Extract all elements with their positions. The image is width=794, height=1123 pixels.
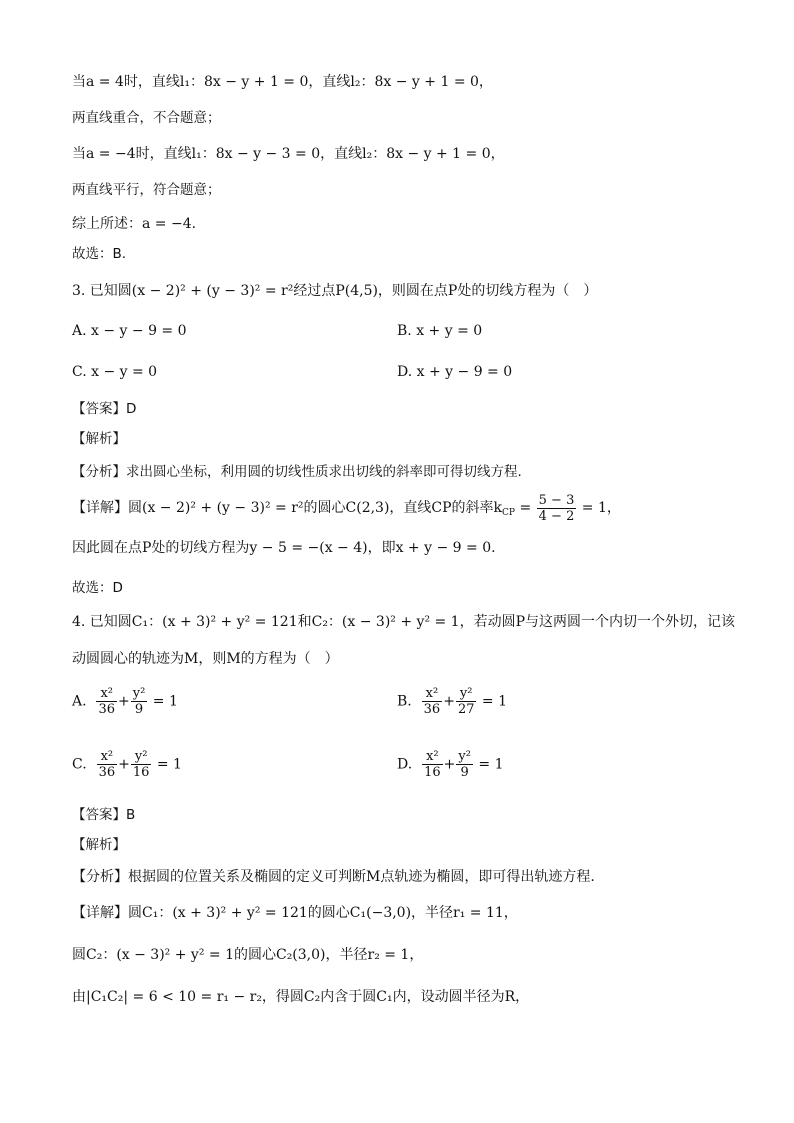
detail-text: 【详解】圆(x − 2)² + (y − 3)² = r²的圆心C(2,3)，直线CP的斜率k bbox=[72, 500, 503, 516]
question-3-option-b: B. x + y = 0 bbox=[397, 323, 483, 339]
fraction-denominator: 36 bbox=[98, 765, 116, 780]
equals-one: = 1 bbox=[477, 693, 508, 710]
text-line: 故选：B. bbox=[72, 246, 127, 262]
option-label: B. bbox=[397, 693, 412, 710]
fraction-numerator: y² bbox=[456, 686, 477, 702]
fraction bbox=[422, 749, 443, 780]
fraction-numerator: y² bbox=[458, 749, 471, 764]
question-4-option-a bbox=[72, 686, 178, 717]
fraction-denominator: 16 bbox=[132, 765, 150, 780]
detail-line: 由|C₁C₂| = 6 < 10 = r₁ − r₂，得圆C₂内含于圆C₁内，设动圆半径为R， bbox=[72, 989, 530, 1005]
question-4-cont: 动圆圆心的轨迹为M，则M的方程为（ ） bbox=[72, 651, 339, 667]
question-3-option-c: C. x − y = 0 bbox=[72, 364, 158, 380]
fraction-denominator: 27 bbox=[457, 702, 475, 717]
plus-sign: + bbox=[118, 756, 130, 773]
fraction-numerator: 5 − 3 bbox=[538, 492, 575, 508]
fraction-numerator: x² bbox=[97, 749, 118, 765]
fraction-denominator: 9 bbox=[460, 765, 469, 780]
text-line: 两直线平行，符合题意； bbox=[72, 182, 221, 198]
fraction-numerator: x² bbox=[422, 749, 443, 765]
answer-label: 【答案】B bbox=[72, 807, 136, 823]
choose-line: 故选：D bbox=[72, 580, 123, 596]
option-label: D. bbox=[397, 756, 413, 773]
text-line: 综上所述：a = −4. bbox=[72, 216, 197, 232]
answer-label: 【答案】D bbox=[72, 401, 137, 417]
slope-fraction bbox=[537, 493, 577, 524]
equals-one: = 1 bbox=[152, 756, 182, 773]
fraction bbox=[96, 686, 117, 717]
equals-one: = 1 bbox=[148, 693, 178, 710]
equals-one: = 1 bbox=[473, 756, 504, 773]
fraction-denominator: 9 bbox=[134, 702, 144, 717]
option-label: A. bbox=[72, 693, 87, 710]
analysis-label: 【解析】 bbox=[72, 431, 126, 447]
fraction bbox=[97, 749, 118, 780]
question-4: 4. 已知圆C₁：(x + 3)² + y² = 121和C₂：(x − 3)² + y² = 1，若动圆P与这两圆一个内切一个外切，记该 bbox=[72, 614, 736, 630]
plus-sign: + bbox=[443, 693, 455, 710]
fraction-numerator: y² bbox=[131, 749, 152, 765]
analysis-text: 【分析】求出圆心坐标，利用圆的切线性质求出切线的斜率即可得切线方程. bbox=[72, 464, 522, 480]
equals-sign: = bbox=[515, 500, 536, 516]
text-line: 当a = −4时，直线l₁：8x − y − 3 = 0，直线l₂：8x − y + 1 = 0， bbox=[72, 146, 505, 162]
plus-sign: + bbox=[118, 693, 130, 710]
fraction-denominator: 36 bbox=[98, 702, 116, 717]
fraction-numerator: x² bbox=[96, 686, 117, 702]
question-3-option-d: D. x + y − 9 = 0 bbox=[397, 364, 513, 380]
fraction-denominator: 4 − 2 bbox=[538, 508, 575, 524]
fraction bbox=[456, 749, 473, 780]
fraction-denominator: 16 bbox=[424, 765, 441, 780]
detail-line: 【详解】圆C₁：(x + 3)² + y² = 121的圆心C₁(−3,0)，半径r₁ = 11， bbox=[72, 905, 518, 921]
fraction bbox=[131, 686, 148, 717]
detail-line bbox=[72, 492, 621, 524]
analysis-label: 【解析】 bbox=[72, 837, 126, 853]
question-4-option-c bbox=[72, 749, 182, 780]
question-4-option-d bbox=[397, 749, 503, 780]
plus-sign: + bbox=[443, 756, 456, 773]
fraction-numerator: x² bbox=[422, 686, 443, 702]
fraction-denominator: 36 bbox=[423, 702, 441, 717]
text-line: 当a = 4时，直线l₁：8x − y + 1 = 0，直线l₂：8x − y + 1 = 0， bbox=[72, 74, 493, 90]
fraction bbox=[131, 749, 152, 780]
slope-subscript: CP bbox=[502, 508, 515, 518]
detail-line: 圆C₂：(x − 3)² + y² = 1的圆心C₂(3,0)，半径r₂ = 1， bbox=[72, 947, 424, 963]
analysis-text: 【分析】根据圆的位置关系及椭圆的定义可判断M点轨迹为椭圆，即可得出轨迹方程. bbox=[72, 869, 595, 885]
fraction-numerator: y² bbox=[132, 686, 146, 701]
option-label: C. bbox=[72, 756, 87, 773]
detail-line: 因此圆在点P处的切线方程为y − 5 = −(x − 4)，即x + y − 9 = 0. bbox=[72, 540, 496, 556]
question-4-option-b bbox=[397, 686, 507, 717]
question-3-option-a: A. x − y − 9 = 0 bbox=[72, 323, 187, 339]
fraction bbox=[456, 686, 477, 717]
question-3: 3. 已知圆(x − 2)² + (y − 3)² = r²经过点P(4,5)，则圆在点P处的切线方程为（ ） bbox=[72, 283, 598, 299]
text-line: 两直线重合，不合题意； bbox=[72, 110, 221, 126]
fraction bbox=[422, 686, 443, 717]
detail-text: = 1， bbox=[577, 500, 621, 516]
